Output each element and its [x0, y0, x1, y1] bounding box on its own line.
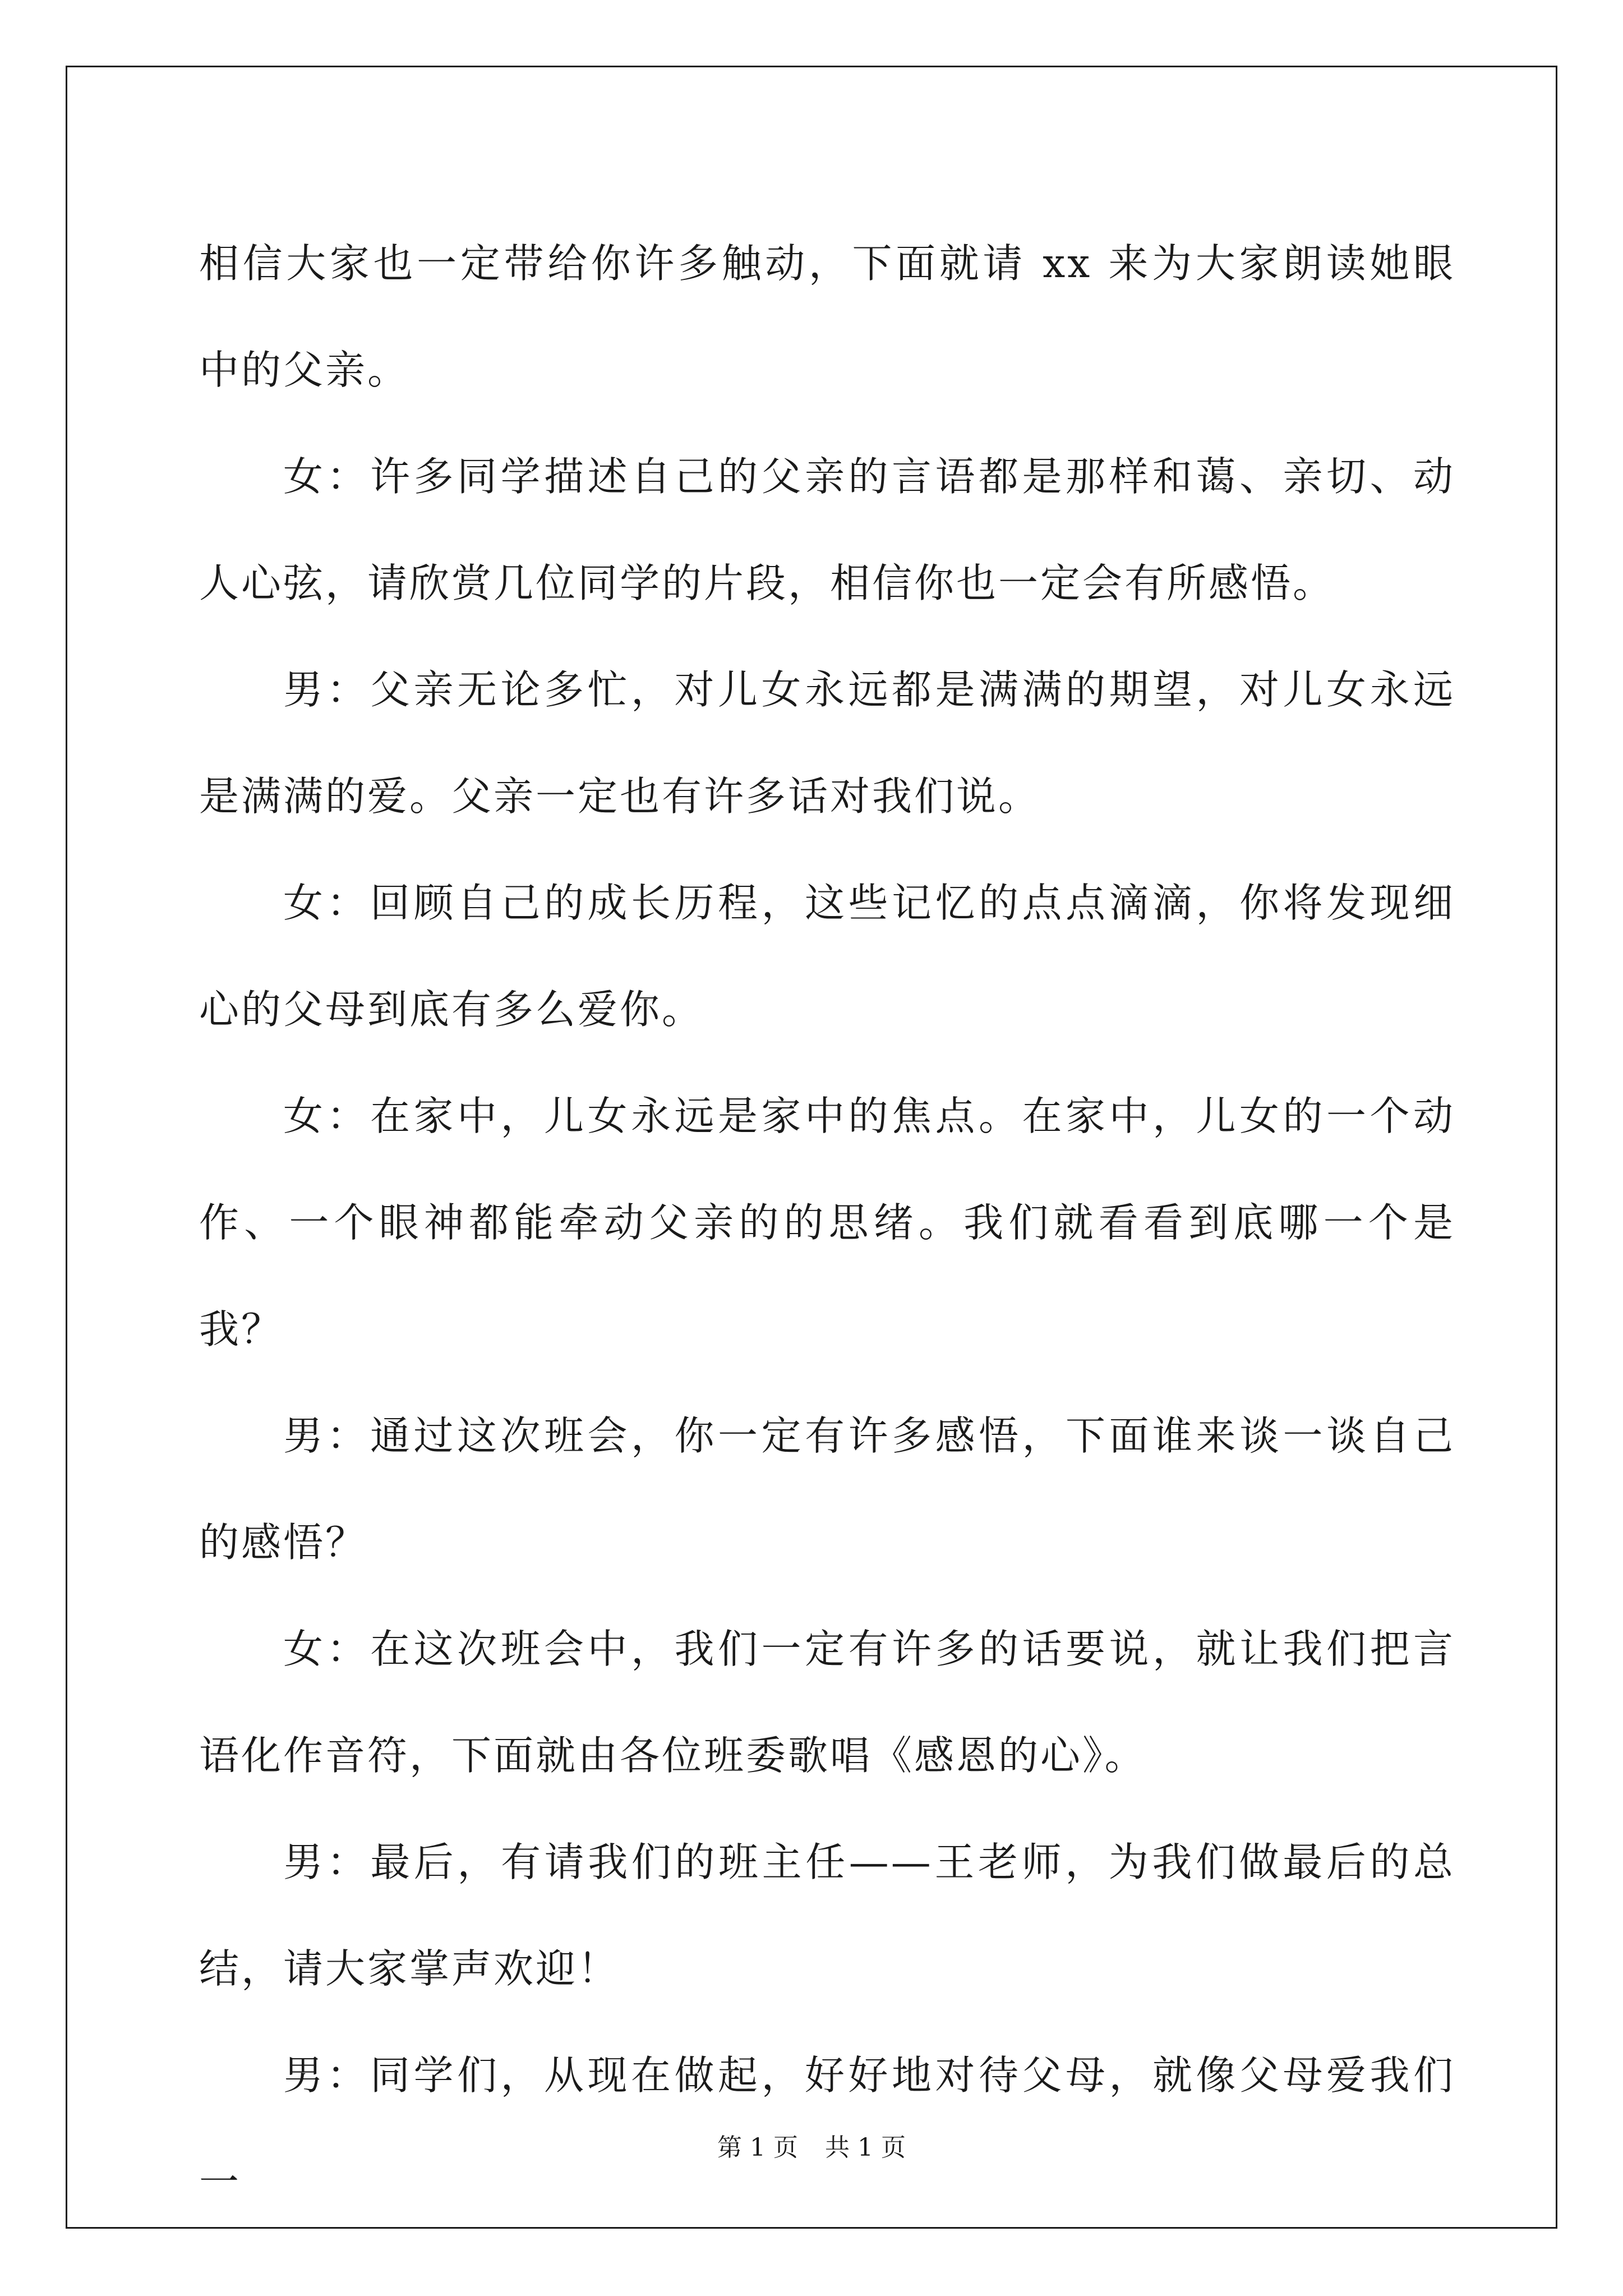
- paragraph-4: 女：回顾自己的成长历程，这些记忆的点点滴滴，你将发现细心的父母到底有多么爱你。: [199, 880, 1455, 1033]
- paragraph-1: 相信大家也一定带给你许多触动，下面就请 xx 来为大家朗读她眼中的父亲。: [199, 240, 1455, 393]
- paragraph-5: 女：在家中，儿女永远是家中的焦点。在家中，儿女的一个动作、一个眼神都能牵动父亲的的思绪。我们就看看到底哪一个是我？: [199, 1093, 1455, 1352]
- page-total: 共 1 页: [825, 2133, 906, 2162]
- paragraph-8: 男：最后，有请我们的班主任——王老师，为我们做最后的总结，请大家掌声欢迎！: [199, 1839, 1455, 1992]
- paragraph-6: 男：通过这次班会，你一定有许多感悟，下面谁来谈一谈自己的感悟？: [199, 1412, 1455, 1566]
- paragraph-9: 男：同学们，从现在做起，好好地对待父母，就像父母爱我们一: [199, 2052, 1455, 2205]
- page-footer: [0, 2127, 1623, 2163]
- paragraph-7: 女：在这次班会中，我们一定有许多的话要说，就让我们把言语化作音符，下面就由各位班委歌唱《感恩的心》。: [199, 1626, 1455, 1779]
- document-body: [199, 210, 1455, 2235]
- paragraph-3: 男：父亲无论多忙，对儿女永远都是满满的期望，对儿女永远是满满的爱。父亲一定也有许多话对我们说。: [199, 666, 1455, 820]
- paragraph-2: 女：许多同学描述自己的父亲的言语都是那样和蔼、亲切、动人心弦，请欣赏几位同学的片段，相信你也一定会有所感悟。: [199, 453, 1455, 606]
- page-number: 第 1 页: [717, 2133, 798, 2162]
